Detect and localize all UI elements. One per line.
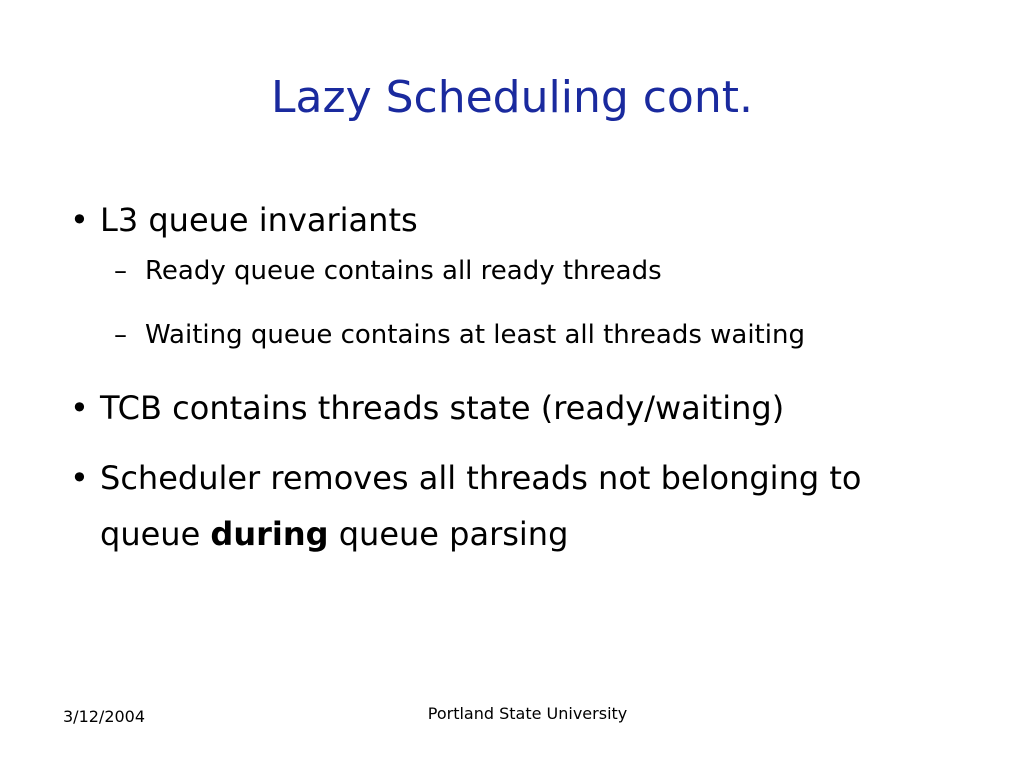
bullet-item (70, 380, 970, 436)
bullet-marker: • (70, 389, 89, 427)
footer-organization: Portland State University (427, 704, 628, 723)
sub-bullet-text: Ready queue contains all ready threads (145, 256, 662, 286)
bullet-text-before: Scheduler removes all threads not belonging to queue (100, 459, 862, 553)
sub-bullet-item (70, 252, 970, 290)
slide-title: Lazy Scheduling cont. (271, 72, 753, 123)
bullet-item (70, 192, 970, 248)
footer-date: 3/12/2004 (63, 707, 146, 726)
bullet-text: TCB contains threads state (ready/waiting) (100, 389, 785, 427)
bullet-text-bold: during (210, 515, 329, 553)
bullet-marker: • (70, 459, 89, 497)
sub-bullet-marker: – (114, 256, 127, 286)
bullet-text: L3 queue invariants (100, 201, 418, 239)
slide-body (70, 192, 970, 562)
sub-bullet-marker: – (114, 320, 127, 350)
bullet-text-after: queue parsing (328, 515, 569, 553)
bullet-item (70, 450, 970, 562)
sub-bullet-text: Waiting queue contains at least all threads waiting (145, 320, 805, 350)
sub-bullet-item (70, 316, 970, 354)
bullet-marker: • (70, 201, 89, 239)
